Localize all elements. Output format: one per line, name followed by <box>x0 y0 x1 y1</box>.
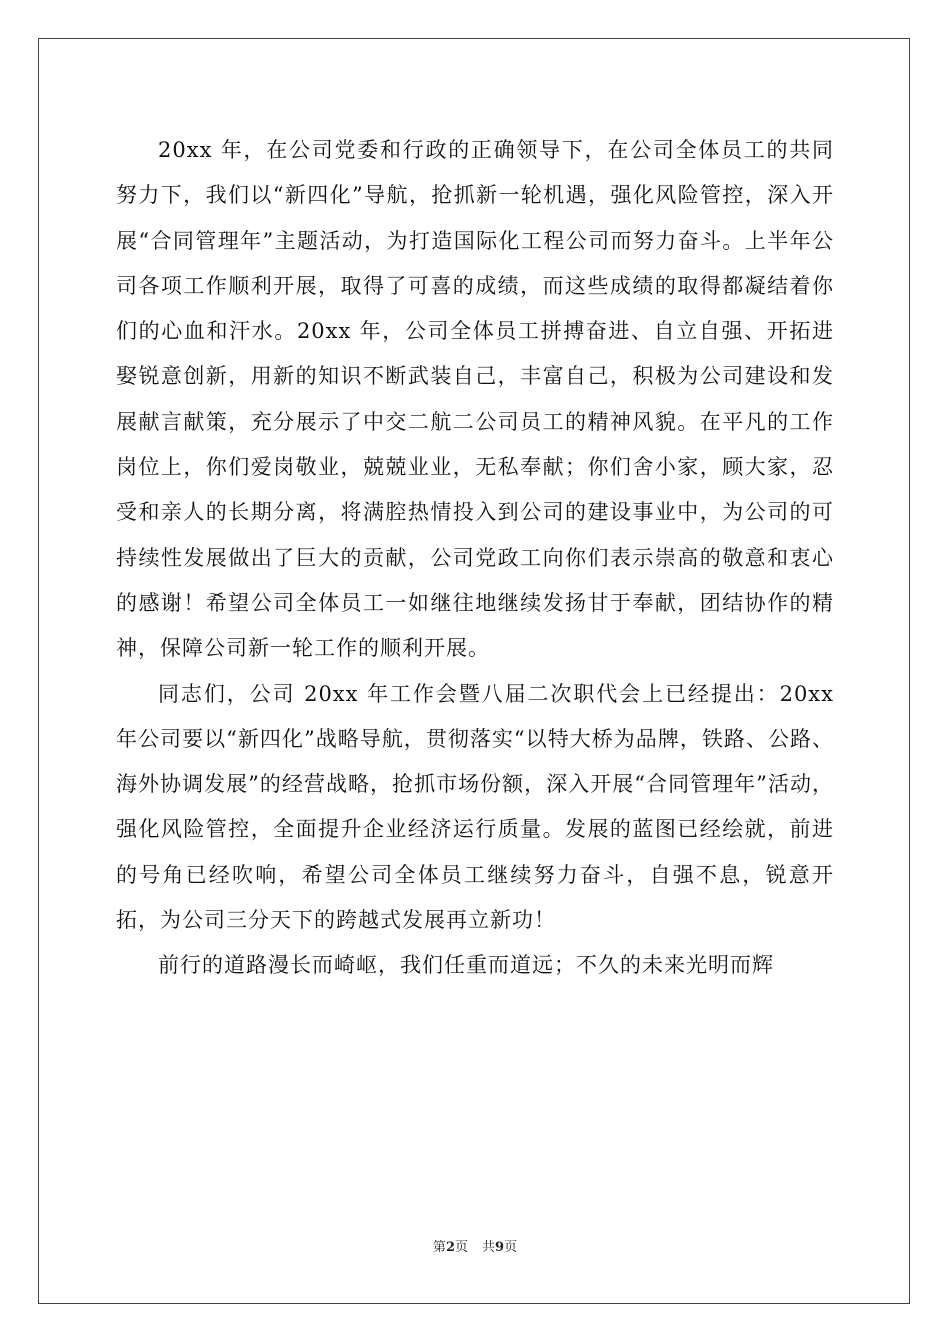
paragraph-2: 同志们，公司 20xx 年工作会暨八届二次职代会上已经提出：20xx 年公司要以“新四化”战略导航，贯彻落实“以特大桥为品牌，铁路、公路、海外协调发展”的经营战略，抢抓市场份额，深入开展“合同管理年”活动，强化风险管控，全面提升企业经济运行质量。发展的蓝图已经绘就，前进的号角已经吹响，希望公司全体员工继续努力奋斗，自强不息，锐意开拓，为公司三分天下的跨越式发展再立新功！ <box>116 681 834 933</box>
paragraph-1: 20xx 年，在公司党委和行政的正确领导下，在公司全体员工的共同努力下，我们以“新四化”导航，抢抓新一轮机遇，强化风险管控，深入开展“合同管理年”主题活动，为打造国际化工程公司而努力奋斗。上半年公司各项工作顺利开展，取得了可喜的成绩，而这些成绩的取得都凝结着你们的心血和汗水。20xx 年，公司全体员工拼搏奋进、自立自强、开拓进娶锐意创新，用新的知识不断武装自己，丰富自己，积极为公司建设和发展献言献策，充分展示了中交二航二公司员工的精神风貌。在平凡的工作岗位上，你们爱岗敬业，兢兢业业，无私奉献；你们舍小家，顾大家，忍受和亲人的长期分离，将满腔热情投入到公司的建设事业中，为公司的可持续性发展做出了巨大的贡献，公司党政工向你们表示崇高的敬意和衷心的感谢！希望公司全体员工一如继往地继续发扬甘于奉献，团结协作的精神，保障公司新一轮工作的顺利开展。 <box>116 138 834 661</box>
page-footer <box>0 1236 950 1255</box>
document-body <box>116 128 834 989</box>
paragraph-3: 前行的道路漫长而崎岖，我们任重而道远；不久的未来光明而辉 <box>158 953 774 978</box>
page-number-prefix: 第 <box>432 1240 446 1255</box>
page-total-suffix: 页 <box>504 1240 518 1255</box>
page-total-count: 9 <box>495 1240 505 1255</box>
page-total-prefix: 共 <box>482 1240 496 1255</box>
page-number-current: 2 <box>445 1240 455 1255</box>
page-number-suffix: 页 <box>454 1240 468 1255</box>
